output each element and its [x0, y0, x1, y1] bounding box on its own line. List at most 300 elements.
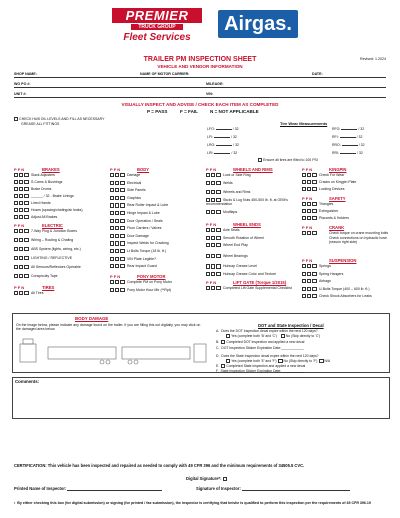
tire-lro-row[interactable] [207, 143, 239, 147]
trailer-side-left[interactable] [48, 347, 116, 359]
electric-item[interactable] [14, 238, 73, 242]
tire-lfi-row[interactable] [207, 135, 237, 139]
pfn-checkboxes[interactable] [206, 254, 223, 258]
wheels-item[interactable] [206, 181, 296, 185]
fail-checkbox[interactable] [211, 210, 215, 214]
tire-rri-input[interactable] [340, 151, 356, 154]
wheels-item[interactable] [206, 190, 296, 194]
dot-c-row[interactable] [216, 346, 304, 350]
pfn-checkboxes[interactable] [110, 249, 127, 253]
body-item[interactable] [110, 219, 163, 223]
fail-checkbox[interactable] [115, 188, 119, 192]
pass-checkbox[interactable] [206, 228, 210, 232]
comments-box[interactable] [12, 377, 390, 419]
na-checkbox[interactable] [120, 249, 124, 253]
pfn-checkboxes[interactable] [302, 287, 319, 291]
brakes-item[interactable] [14, 180, 62, 184]
fail-checkbox[interactable] [19, 265, 23, 269]
electric-item[interactable] [14, 247, 81, 251]
body-item[interactable] [110, 264, 157, 268]
trailer-diagram[interactable] [18, 336, 208, 372]
na-checkbox[interactable] [120, 288, 124, 292]
pass-checkbox[interactable] [14, 201, 18, 205]
tire-lri-row[interactable] [207, 151, 237, 155]
electric-item[interactable] [14, 256, 72, 260]
fail-checkbox[interactable] [115, 203, 119, 207]
suspension-item[interactable] [302, 264, 331, 268]
tire-lfo-row[interactable] [207, 127, 239, 131]
pass-checkbox[interactable] [14, 173, 18, 177]
na-checkbox[interactable] [216, 254, 220, 258]
pass-checkbox[interactable] [302, 187, 306, 191]
pfn-checkboxes[interactable] [302, 231, 319, 235]
liftgate-item[interactable] [206, 286, 296, 290]
pass-checkbox[interactable] [302, 180, 306, 184]
na-checkbox[interactable] [312, 231, 316, 235]
pony-item[interactable] [110, 280, 172, 284]
fail-checkbox[interactable] [19, 201, 23, 205]
trailer-front-top[interactable] [23, 339, 33, 344]
pfn-checkboxes[interactable] [14, 215, 31, 219]
na-checkbox[interactable] [120, 181, 124, 185]
safety-item[interactable] [302, 209, 338, 213]
pfn-checkboxes[interactable] [14, 180, 31, 184]
wheel_ends-item[interactable] [206, 243, 248, 247]
na-checkbox[interactable] [120, 219, 124, 223]
pfn-checkboxes[interactable] [14, 187, 31, 191]
inspector-signature-input[interactable] [242, 487, 350, 491]
fail-checkbox[interactable] [307, 173, 311, 177]
na-checkbox[interactable] [120, 173, 124, 177]
pfn-checkboxes[interactable] [110, 264, 127, 268]
na-checkbox[interactable] [216, 173, 220, 177]
pfn-checkboxes[interactable] [14, 238, 31, 242]
na-checkbox[interactable] [24, 256, 28, 260]
wheel_ends-item[interactable] [206, 272, 276, 276]
pass-checkbox[interactable] [302, 173, 306, 177]
pfn-checkboxes[interactable] [110, 196, 127, 200]
na-checkbox[interactable] [120, 226, 124, 230]
dot-d-na-checkbox[interactable] [319, 359, 323, 363]
fail-checkbox[interactable] [115, 249, 119, 253]
fail-checkbox[interactable] [115, 226, 119, 230]
pfn-checkboxes[interactable] [14, 229, 31, 233]
fail-checkbox[interactable] [211, 286, 215, 290]
pass-checkbox[interactable] [302, 209, 306, 213]
suspension-item[interactable] [302, 272, 343, 276]
pass-checkbox[interactable] [206, 286, 210, 290]
dot-d-options[interactable] [226, 359, 330, 363]
na-checkbox[interactable] [312, 272, 316, 276]
na-checkbox[interactable] [120, 211, 124, 215]
fail-checkbox[interactable] [115, 219, 119, 223]
ensure-psi-checkbox[interactable] [258, 158, 262, 162]
pfn-checkboxes[interactable] [110, 219, 127, 223]
pfn-checkboxes[interactable] [206, 173, 223, 177]
tire-rfi-input[interactable] [340, 135, 356, 138]
na-checkbox[interactable] [24, 265, 28, 269]
pass-checkbox[interactable] [110, 249, 114, 253]
pass-checkbox[interactable] [110, 219, 114, 223]
na-checkbox[interactable] [120, 234, 124, 238]
fail-checkbox[interactable] [307, 209, 311, 213]
pfn-checkboxes[interactable] [302, 209, 319, 213]
electric-item[interactable] [14, 265, 81, 269]
fail-checkbox[interactable] [115, 264, 119, 268]
check-hub-oil-checkbox[interactable] [14, 117, 18, 121]
tire-rro-input[interactable] [342, 143, 358, 146]
wheels-item[interactable] [206, 198, 296, 207]
body-item[interactable] [110, 203, 168, 207]
pass-checkbox[interactable] [302, 216, 306, 220]
tire-lfo-input[interactable] [216, 127, 232, 130]
na-checkbox[interactable] [312, 180, 316, 184]
brakes-item[interactable] [14, 194, 74, 198]
fail-checkbox[interactable] [115, 173, 119, 177]
na-checkbox[interactable] [216, 243, 220, 247]
wheel_ends-item[interactable] [206, 264, 257, 268]
pfn-checkboxes[interactable] [110, 211, 127, 215]
tire-rfo-row[interactable] [332, 127, 364, 131]
dot-a-no-checkbox[interactable] [281, 334, 285, 338]
pfn-checkboxes[interactable] [14, 291, 31, 295]
na-checkbox[interactable] [312, 264, 316, 268]
dot-a-yes-checkbox[interactable] [226, 334, 230, 338]
dot-b-checkbox[interactable] [221, 340, 225, 344]
tires-item[interactable] [14, 291, 43, 295]
pass-checkbox[interactable] [110, 196, 114, 200]
pfn-checkboxes[interactable] [206, 243, 223, 247]
pfn-checkboxes[interactable] [206, 264, 223, 268]
pass-checkbox[interactable] [110, 203, 114, 207]
dot-d-no-checkbox[interactable] [278, 359, 282, 363]
pfn-checkboxes[interactable] [206, 286, 223, 290]
trailer-rear-view[interactable] [194, 344, 206, 362]
na-checkbox[interactable] [24, 173, 28, 177]
pass-checkbox[interactable] [110, 173, 114, 177]
brakes-item[interactable] [14, 173, 55, 177]
na-checkbox[interactable] [24, 187, 28, 191]
wheels-item[interactable] [206, 173, 296, 177]
pfn-checkboxes[interactable] [110, 173, 127, 177]
pfn-checkboxes[interactable] [14, 274, 31, 278]
pass-checkbox[interactable] [110, 241, 114, 245]
na-checkbox[interactable] [120, 264, 124, 268]
fail-checkbox[interactable] [115, 196, 119, 200]
fail-checkbox[interactable] [211, 254, 215, 258]
pass-checkbox[interactable] [14, 215, 18, 219]
fail-checkbox[interactable] [307, 187, 311, 191]
kingpin-item[interactable] [302, 180, 356, 184]
pfn-checkboxes[interactable] [14, 194, 31, 198]
na-checkbox[interactable] [120, 280, 124, 284]
fail-checkbox[interactable] [19, 274, 23, 278]
safety-item[interactable] [302, 216, 349, 220]
grease-item[interactable] [14, 122, 59, 126]
safety-item[interactable] [302, 202, 333, 206]
suspension-item[interactable] [302, 294, 372, 298]
pfn-checkboxes[interactable] [302, 173, 319, 177]
pfn-checkboxes[interactable] [14, 201, 31, 205]
fail-checkbox[interactable] [19, 194, 23, 198]
fail-checkbox[interactable] [19, 229, 23, 233]
pass-checkbox[interactable] [110, 288, 114, 292]
na-checkbox[interactable] [216, 236, 220, 240]
pfn-checkboxes[interactable] [206, 236, 223, 240]
body-item[interactable] [110, 188, 146, 192]
inspector-signature-row[interactable] [196, 486, 350, 491]
dot-b-row[interactable] [216, 340, 304, 344]
pass-checkbox[interactable] [206, 272, 210, 276]
na-checkbox[interactable] [24, 247, 28, 251]
na-checkbox[interactable] [120, 203, 124, 207]
na-checkbox[interactable] [312, 294, 316, 298]
pfn-checkboxes[interactable] [206, 228, 223, 232]
pass-checkbox[interactable] [206, 210, 210, 214]
pfn-checkboxes[interactable] [302, 187, 319, 191]
body-item[interactable] [110, 181, 141, 185]
na-checkbox[interactable] [216, 181, 220, 185]
tire-rro-row[interactable] [332, 143, 365, 147]
na-checkbox[interactable] [216, 190, 220, 194]
tire-lro-input[interactable] [216, 143, 232, 146]
fail-checkbox[interactable] [19, 238, 23, 242]
fail-checkbox[interactable] [115, 288, 119, 292]
crank-item[interactable] [302, 231, 319, 235]
pfn-checkboxes[interactable] [206, 272, 223, 276]
na-checkbox[interactable] [24, 274, 28, 278]
na-checkbox[interactable] [24, 238, 28, 242]
na-checkbox[interactable] [312, 187, 316, 191]
pass-checkbox[interactable] [14, 265, 18, 269]
pfn-checkboxes[interactable] [302, 279, 319, 283]
na-checkbox[interactable] [216, 286, 220, 290]
pass-checkbox[interactable] [302, 279, 306, 283]
pfn-checkboxes[interactable] [302, 264, 319, 268]
pfn-checkboxes[interactable] [302, 294, 319, 298]
pfn-checkboxes[interactable] [206, 181, 223, 185]
dot-d-yes-checkbox[interactable] [226, 359, 230, 363]
na-checkbox[interactable] [24, 229, 28, 233]
pass-checkbox[interactable] [206, 243, 210, 247]
na-checkbox[interactable] [312, 287, 316, 291]
pass-checkbox[interactable] [302, 287, 306, 291]
na-checkbox[interactable] [24, 215, 28, 219]
pass-checkbox[interactable] [110, 264, 114, 268]
dot-f-row[interactable] [216, 369, 304, 373]
electric-item[interactable] [14, 274, 58, 278]
dot-a-options[interactable] [226, 334, 320, 338]
fail-checkbox[interactable] [211, 190, 215, 194]
pfn-checkboxes[interactable] [110, 181, 127, 185]
pass-checkbox[interactable] [302, 272, 306, 276]
fail-checkbox[interactable] [307, 287, 311, 291]
pass-checkbox[interactable] [206, 264, 210, 268]
na-checkbox[interactable] [312, 209, 316, 213]
na-checkbox[interactable] [24, 194, 28, 198]
na-checkbox[interactable] [120, 241, 124, 245]
pass-checkbox[interactable] [302, 264, 306, 268]
tire-rri-row[interactable] [332, 151, 363, 155]
tire-rfo-input[interactable] [341, 127, 357, 130]
wheel_ends-item[interactable] [206, 236, 264, 240]
kingpin-item[interactable] [302, 173, 344, 177]
fail-checkbox[interactable] [115, 181, 119, 185]
pfn-checkboxes[interactable] [14, 173, 31, 177]
pfn-checkboxes[interactable] [14, 208, 31, 212]
pfn-checkboxes[interactable] [110, 288, 127, 292]
fail-checkbox[interactable] [19, 173, 23, 177]
body-item[interactable] [110, 173, 140, 177]
pass-checkbox[interactable] [110, 181, 114, 185]
pass-checkbox[interactable] [110, 188, 114, 192]
suspension-item[interactable] [302, 287, 370, 291]
fail-checkbox[interactable] [19, 256, 23, 260]
body-item[interactable] [110, 249, 166, 253]
pass-checkbox[interactable] [302, 202, 306, 206]
brakes-item[interactable] [14, 201, 51, 205]
pfn-checkboxes[interactable] [14, 265, 31, 269]
na-checkbox[interactable] [120, 196, 124, 200]
kingpin-item[interactable] [302, 187, 344, 191]
suspension-item[interactable] [302, 279, 331, 283]
fail-checkbox[interactable] [211, 272, 215, 276]
fail-checkbox[interactable] [307, 272, 311, 276]
pfn-checkboxes[interactable] [206, 210, 223, 214]
pfn-checkboxes[interactable] [302, 216, 319, 220]
pfn-checkboxes[interactable] [302, 272, 319, 276]
pass-checkbox[interactable] [14, 247, 18, 251]
fail-checkbox[interactable] [19, 187, 23, 191]
pfn-checkboxes[interactable] [110, 280, 127, 284]
na-checkbox[interactable] [216, 272, 220, 276]
pfn-checkboxes[interactable] [110, 226, 127, 230]
trailer-front-view[interactable] [20, 344, 36, 362]
fail-checkbox[interactable] [211, 173, 215, 177]
body-item[interactable] [110, 241, 169, 245]
na-checkbox[interactable] [216, 264, 220, 268]
check-hub-oil-item[interactable] [14, 117, 104, 121]
fail-checkbox[interactable] [307, 216, 311, 220]
pfn-checkboxes[interactable] [14, 247, 31, 251]
pass-checkbox[interactable] [206, 236, 210, 240]
body-item[interactable] [110, 226, 162, 230]
pass-checkbox[interactable] [302, 294, 306, 298]
pfn-checkboxes[interactable] [14, 256, 31, 260]
fail-checkbox[interactable] [115, 241, 119, 245]
fail-checkbox[interactable] [19, 208, 23, 212]
pass-checkbox[interactable] [14, 291, 18, 295]
pass-checkbox[interactable] [110, 226, 114, 230]
printed-name-input[interactable] [67, 487, 162, 491]
fail-checkbox[interactable] [19, 247, 23, 251]
wheel_ends-item[interactable] [206, 254, 248, 258]
body-item[interactable] [110, 211, 160, 215]
pass-checkbox[interactable] [14, 208, 18, 212]
na-checkbox[interactable] [120, 188, 124, 192]
pass-checkbox[interactable] [206, 181, 210, 185]
pass-checkbox[interactable] [206, 173, 210, 177]
fail-checkbox[interactable] [307, 264, 311, 268]
pony-item[interactable] [110, 288, 171, 292]
printed-name-row[interactable] [14, 486, 162, 491]
na-checkbox[interactable] [24, 208, 28, 212]
pass-checkbox[interactable] [14, 187, 18, 191]
na-checkbox[interactable] [312, 279, 316, 283]
brakes-item[interactable] [14, 215, 57, 219]
pfn-checkboxes[interactable] [110, 257, 127, 261]
pfn-checkboxes[interactable] [206, 190, 223, 194]
fail-checkbox[interactable] [19, 215, 23, 219]
pfn-checkboxes[interactable] [110, 203, 127, 207]
na-checkbox[interactable] [24, 180, 28, 184]
pfn-checkboxes[interactable] [110, 234, 127, 238]
ensure-psi-item[interactable] [258, 158, 318, 162]
tire-lri-input[interactable] [214, 151, 230, 154]
fail-checkbox[interactable] [307, 294, 311, 298]
fail-checkbox[interactable] [211, 264, 215, 268]
pass-checkbox[interactable] [302, 231, 306, 235]
pfn-checkboxes[interactable] [110, 241, 127, 245]
pass-checkbox[interactable] [14, 229, 18, 233]
trailer-side-right[interactable] [122, 347, 190, 359]
pass-checkbox[interactable] [110, 257, 114, 261]
fail-checkbox[interactable] [115, 280, 119, 284]
tire-rfi-row[interactable] [332, 135, 362, 139]
fail-checkbox[interactable] [307, 279, 311, 283]
pfn-checkboxes[interactable] [302, 180, 319, 184]
na-checkbox[interactable] [24, 201, 28, 205]
brakes-item[interactable] [14, 208, 83, 212]
pass-checkbox[interactable] [14, 256, 18, 260]
fail-checkbox[interactable] [115, 211, 119, 215]
pass-checkbox[interactable] [206, 190, 210, 194]
electric-item[interactable] [14, 229, 77, 233]
pass-checkbox[interactable] [110, 280, 114, 284]
na-checkbox[interactable] [120, 257, 124, 261]
fail-checkbox[interactable] [211, 181, 215, 185]
body-item[interactable] [110, 257, 156, 261]
pass-checkbox[interactable] [110, 211, 114, 215]
fail-checkbox[interactable] [115, 234, 119, 238]
fail-checkbox[interactable] [211, 243, 215, 247]
fail-checkbox[interactable] [307, 180, 311, 184]
pass-checkbox[interactable] [110, 234, 114, 238]
body-item[interactable] [110, 196, 141, 200]
fail-checkbox[interactable] [307, 202, 311, 206]
na-checkbox[interactable] [24, 291, 28, 295]
fail-checkbox[interactable] [115, 257, 119, 261]
fail-checkbox[interactable] [19, 180, 23, 184]
na-checkbox[interactable] [312, 216, 316, 220]
fail-checkbox[interactable] [211, 228, 215, 232]
brakes-item[interactable] [14, 187, 51, 191]
pfn-checkboxes[interactable] [110, 188, 127, 192]
body-item[interactable] [110, 234, 149, 238]
digital-signature-row[interactable] [186, 476, 227, 481]
na-checkbox[interactable] [216, 210, 220, 214]
pass-checkbox[interactable] [14, 238, 18, 242]
tire-lfi-input[interactable] [214, 135, 230, 138]
pfn-checkboxes[interactable] [302, 202, 319, 206]
pass-checkbox[interactable] [206, 254, 210, 258]
digital-signature-checkbox[interactable] [223, 477, 227, 481]
fail-checkbox[interactable] [307, 231, 311, 235]
pass-checkbox[interactable] [14, 194, 18, 198]
fail-checkbox[interactable] [19, 291, 23, 295]
na-checkbox[interactable] [216, 228, 220, 232]
na-checkbox[interactable] [312, 202, 316, 206]
